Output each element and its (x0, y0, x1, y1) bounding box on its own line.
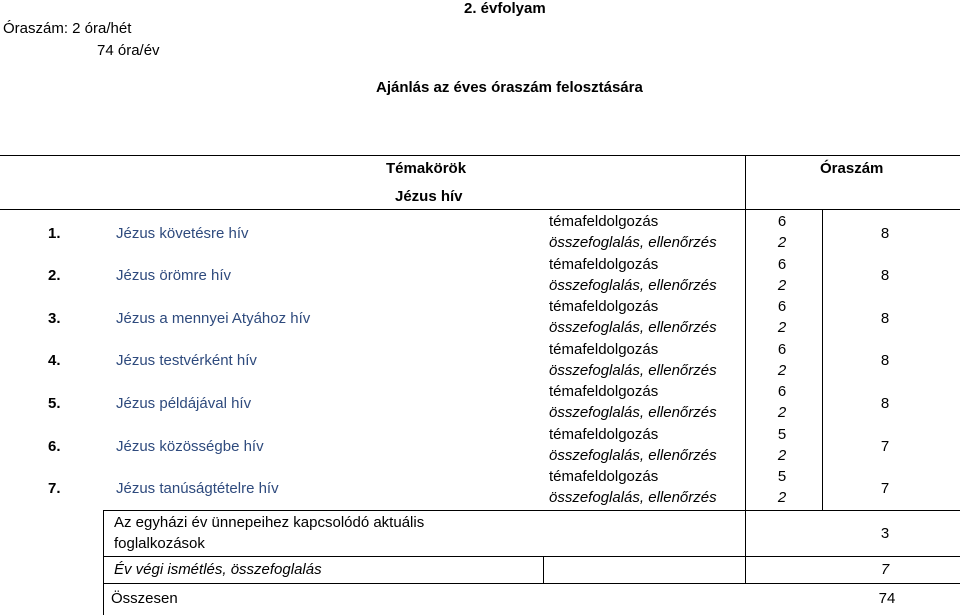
row-hours-2: 2 (777, 234, 787, 251)
church-year-total: 3 (880, 525, 890, 542)
row-activity-1: témafeldolgozás (549, 383, 659, 400)
row-number: 3. (48, 310, 61, 327)
row-total: 7 (880, 480, 890, 497)
row-total: 7 (880, 438, 890, 455)
row-hours-1: 6 (777, 213, 787, 230)
row-hours-2: 2 (777, 404, 787, 421)
row-hours-2: 2 (777, 447, 787, 464)
row-hours-2: 2 (777, 489, 787, 506)
church-year-label-line1: Az egyházi év ünnepeihez kapcsolódó aktuális (114, 514, 425, 531)
section-title: Jézus hív (395, 188, 463, 205)
row-number: 7. (48, 480, 61, 497)
row-activity-2: összefoglalás, ellenőrzés (549, 234, 717, 251)
row-hours-1: 6 (777, 256, 787, 273)
row-activity-1: témafeldolgozás (549, 213, 659, 230)
row-hours-2: 2 (777, 277, 787, 294)
hours-per-year: 74 óra/év (97, 42, 160, 59)
church-year-label-line2: foglalkozások (114, 535, 205, 552)
row-number: 2. (48, 267, 61, 284)
row-total: 8 (880, 352, 890, 369)
row-activity-2: összefoglalás, ellenőrzés (549, 447, 717, 464)
sum-total: 74 (878, 590, 896, 607)
row-activity-1: témafeldolgozás (549, 341, 659, 358)
row-total: 8 (880, 395, 890, 412)
page-subtitle: Ajánlás az éves óraszám felosztására (376, 79, 643, 96)
row-hours-2: 2 (777, 319, 787, 336)
row-topic: Jézus testvérként hív (116, 352, 257, 369)
row-topic: Jézus példájával hív (116, 395, 252, 412)
sum-label: Összesen (111, 590, 178, 607)
row-hours-1: 5 (777, 426, 787, 443)
row-topic: Jézus örömre hív (116, 267, 232, 284)
row-topic: Jézus tanúságtételre hív (116, 480, 279, 497)
row-activity-1: témafeldolgozás (549, 468, 659, 485)
row-activity-2: összefoglalás, ellenőrzés (549, 319, 717, 336)
row-activity-2: összefoglalás, ellenőrzés (549, 277, 717, 294)
row-activity-2: összefoglalás, ellenőrzés (549, 489, 717, 506)
row-activity-2: összefoglalás, ellenőrzés (549, 362, 717, 379)
row-activity-2: összefoglalás, ellenőrzés (549, 404, 717, 421)
row-hours-1: 6 (777, 341, 787, 358)
col-header-hours: Óraszám (820, 160, 884, 177)
row-hours-1: 6 (777, 298, 787, 315)
row-number: 1. (48, 225, 61, 242)
grade-title: 2. évfolyam (464, 0, 546, 17)
row-hours-1: 6 (777, 383, 787, 400)
review-label: Év végi ismétlés, összefoglalás (114, 561, 322, 578)
row-number: 5. (48, 395, 61, 412)
row-number: 4. (48, 352, 61, 369)
row-topic: Jézus a mennyei Atyához hív (116, 310, 311, 327)
row-hours-1: 5 (777, 468, 787, 485)
row-hours-2: 2 (777, 362, 787, 379)
row-activity-1: témafeldolgozás (549, 256, 659, 273)
row-topic: Jézus követésre hív (116, 225, 249, 242)
row-activity-1: témafeldolgozás (549, 426, 659, 443)
row-total: 8 (880, 310, 890, 327)
col-header-topics: Témakörök (386, 160, 467, 177)
row-total: 8 (880, 225, 890, 242)
review-total: 7 (880, 561, 890, 578)
row-activity-1: témafeldolgozás (549, 298, 659, 315)
row-total: 8 (880, 267, 890, 284)
row-topic: Jézus közösségbe hív (116, 438, 264, 455)
hours-per-week: Óraszám: 2 óra/hét (3, 20, 132, 37)
row-number: 6. (48, 438, 61, 455)
